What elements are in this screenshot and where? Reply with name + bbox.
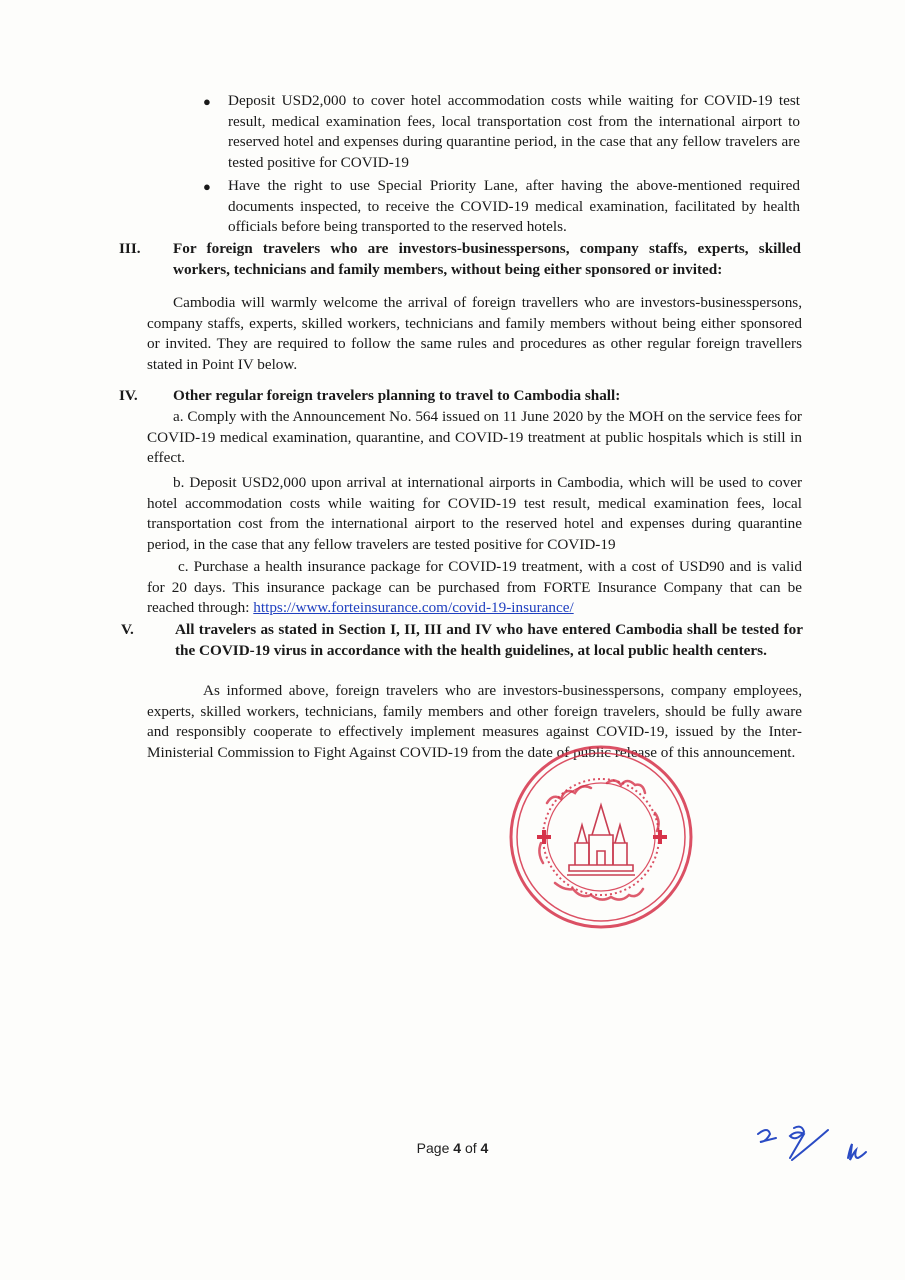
page-label: Page (416, 1140, 450, 1156)
section-4-item-b: b. Deposit USD2,000 upon arrival at international airports in Cambodia, which will be used to cover hotel accommodation costs while waiting for COVID-19 test result, medical examination fees, local transportation cost from the international airport to the reserved hotel and expenses during quarantine period, in the case that any fellow travelers are tested positive for COVID-19 (147, 474, 802, 554)
section-4-numeral: IV. (119, 387, 138, 404)
page-number: 4 (453, 1140, 462, 1156)
page-total: 4 (480, 1140, 489, 1156)
bullet-priority-lane: Have the right to use Special Priority Lane, after having the above-mentioned required documents inspected, to receive the COVID-19 medical examination, facilitated by health officials before being transported to the reserved hotels. (228, 177, 800, 236)
bullet-dot: ● (203, 94, 211, 109)
section-5-numeral: V. (121, 621, 134, 638)
section-3-body: Cambodia will warmly welcome the arrival of foreign travellers who are investors-businesspersons, company staffs, experts, skilled workers, technicians and family members without being either sponsored or invited. They are required to follow the same rules and procedures as other regular foreign travellers stated in Point IV below. (147, 294, 802, 374)
section-3-numeral: III. (119, 240, 141, 257)
section-4-heading: Other regular foreign travelers planning to travel to Cambodia shall: (173, 387, 621, 404)
section-4-item-c (147, 557, 802, 619)
page-footer (0, 1140, 905, 1156)
bullet-dot: ● (203, 179, 211, 194)
section-5-heading: All travelers as stated in Section I, II, III and IV who have entered Cambodia shall be tested for the COVID-19 virus in accordance with the health guidelines, at local public health centers. (175, 621, 803, 659)
forte-insurance-link[interactable]: https://www.forteinsurance.com/covid-19-insurance/ (253, 599, 574, 617)
section-3-heading: For foreign travelers who are investors-businesspersons, company staffs, experts, skilled workers, technicians and family members, without being either sponsored or invited: (173, 240, 801, 278)
ministry-seal-stamp (507, 743, 695, 931)
section-4-item-a: a. Comply with the Announcement No. 564 issued on 11 June 2020 by the MOH on the service fees for COVID-19 medical examination, quarantine, and COVID-19 treatment at public hospitals which is still in effect. (147, 408, 802, 467)
section-4-item-c-text: c. Purchase a health insurance package for COVID-19 treatment, with a cost of USD90 and is valid for 20 days. This insurance package can be purchased from FORTE Insurance Company that can be reached through: (147, 558, 802, 617)
section-5-body: As informed above, foreign travelers who are investors-businesspersons, company employees, experts, skilled workers, technicians, family members and other foreign travelers, should be fully aware and responsibly cooperate to effectively implement measures against COVID-19, issued by the Inter-Ministerial Commission to Fight Against COVID-19 from the date of public release of this announcement. (147, 682, 802, 762)
bullet-deposit: Deposit USD2,000 to cover hotel accommodation costs while waiting for COVID-19 test result, medical examination fees, local transportation cost from the international airport to reserved hotel and expenses during quarantine period, in the case that any fellow travelers are tested positive for COVID-19 (228, 92, 800, 172)
page-of-label: of (464, 1140, 477, 1156)
